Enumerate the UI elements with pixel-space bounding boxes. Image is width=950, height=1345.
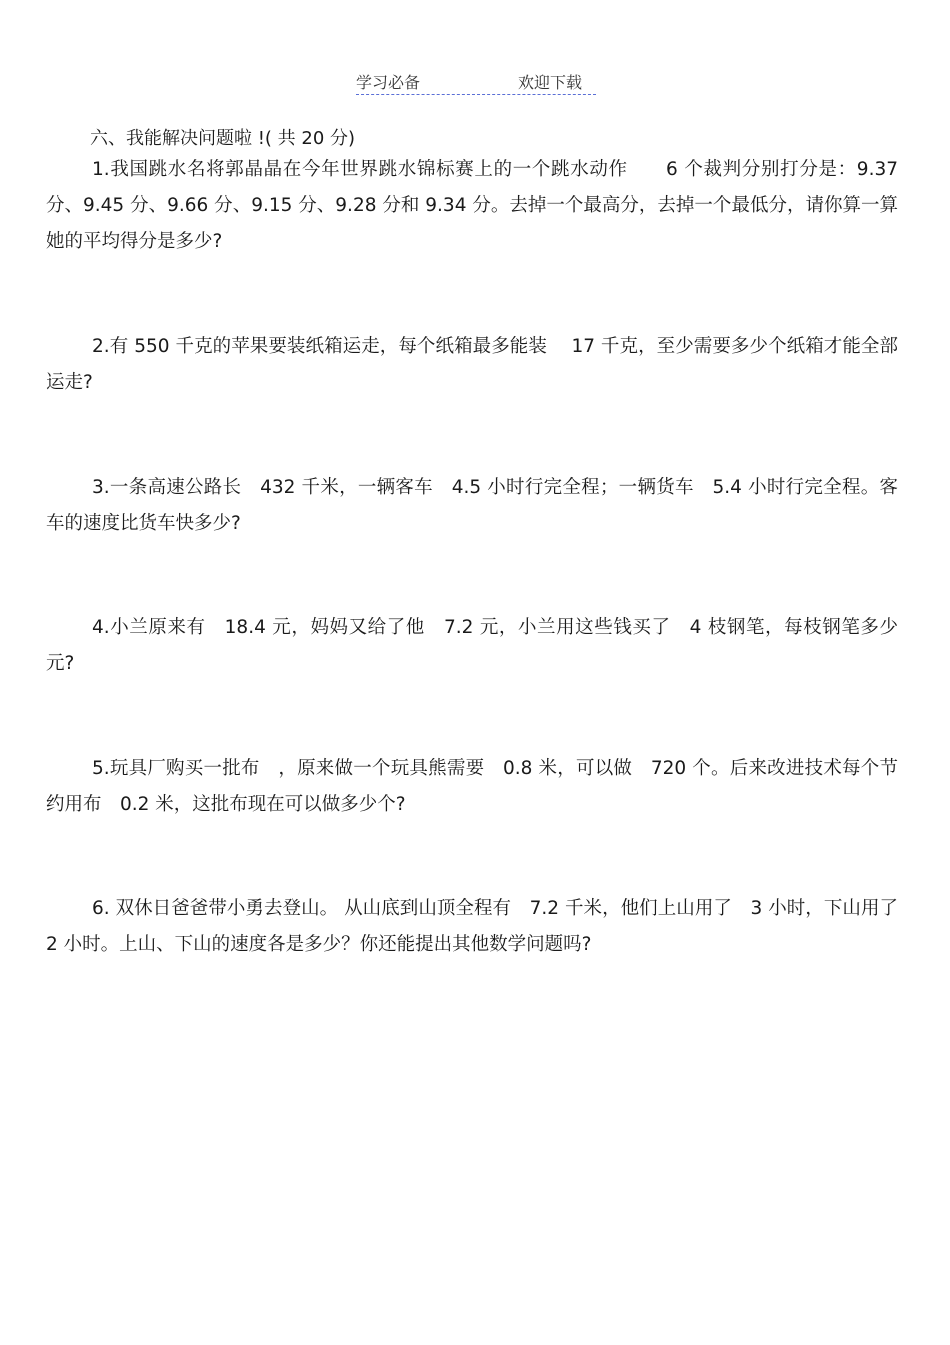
problem-3: 3.一条高速公路长 432 千米，一辆客车 4.5 小时行完全程；一辆货车 5.4 小时行完全程。客车的速度比货车快多少? (46, 477, 898, 534)
problem-6: 6. 双休日爸爸带小勇去登山。 从山底到山顶全程有 7.2 千米，他们上山用了 3 小时，下山用了 2 小时。上山、下山的速度各是多少？你还能提出其他数学问题吗? (46, 898, 898, 955)
problem-5: 5.玩具厂购买一批布 ，原来做一个玩具熊需要 0.8 米，可以做 720 个。后来改进技术每个节约用布 0.2 米，这批布现在可以做多少个? (46, 758, 898, 815)
problem-2: 2.有 550 千克的苹果要装纸箱运走，每个纸箱最多能装 17 千克，至少需要多少个纸箱才能全部运走? (46, 336, 898, 393)
problem-1: 1.我国跳水名将郭晶晶在今年世界跳水锦标赛上的一个跳水动作 6 个裁判分别打分是：9.37 分、9.45 分、9.66 分、9.15 分、9.28 分和 9.34 分。去掉一个最高分，去掉一个最低分，请你算一算她的平均得分是多少? (46, 159, 898, 252)
problem-4: 4.小兰原来有 18.4 元，妈妈又给了他 7.2 元，小兰用这些钱买了 4 枝钢笔，每枝钢笔多少元? (46, 617, 898, 674)
section-title: 六、我能解决问题啦 !( 共 20 分) (90, 128, 356, 149)
page-header (356, 70, 596, 95)
header-left-text: 学习必备 (356, 73, 421, 92)
header-right-text: 欢迎下载 (518, 73, 583, 92)
